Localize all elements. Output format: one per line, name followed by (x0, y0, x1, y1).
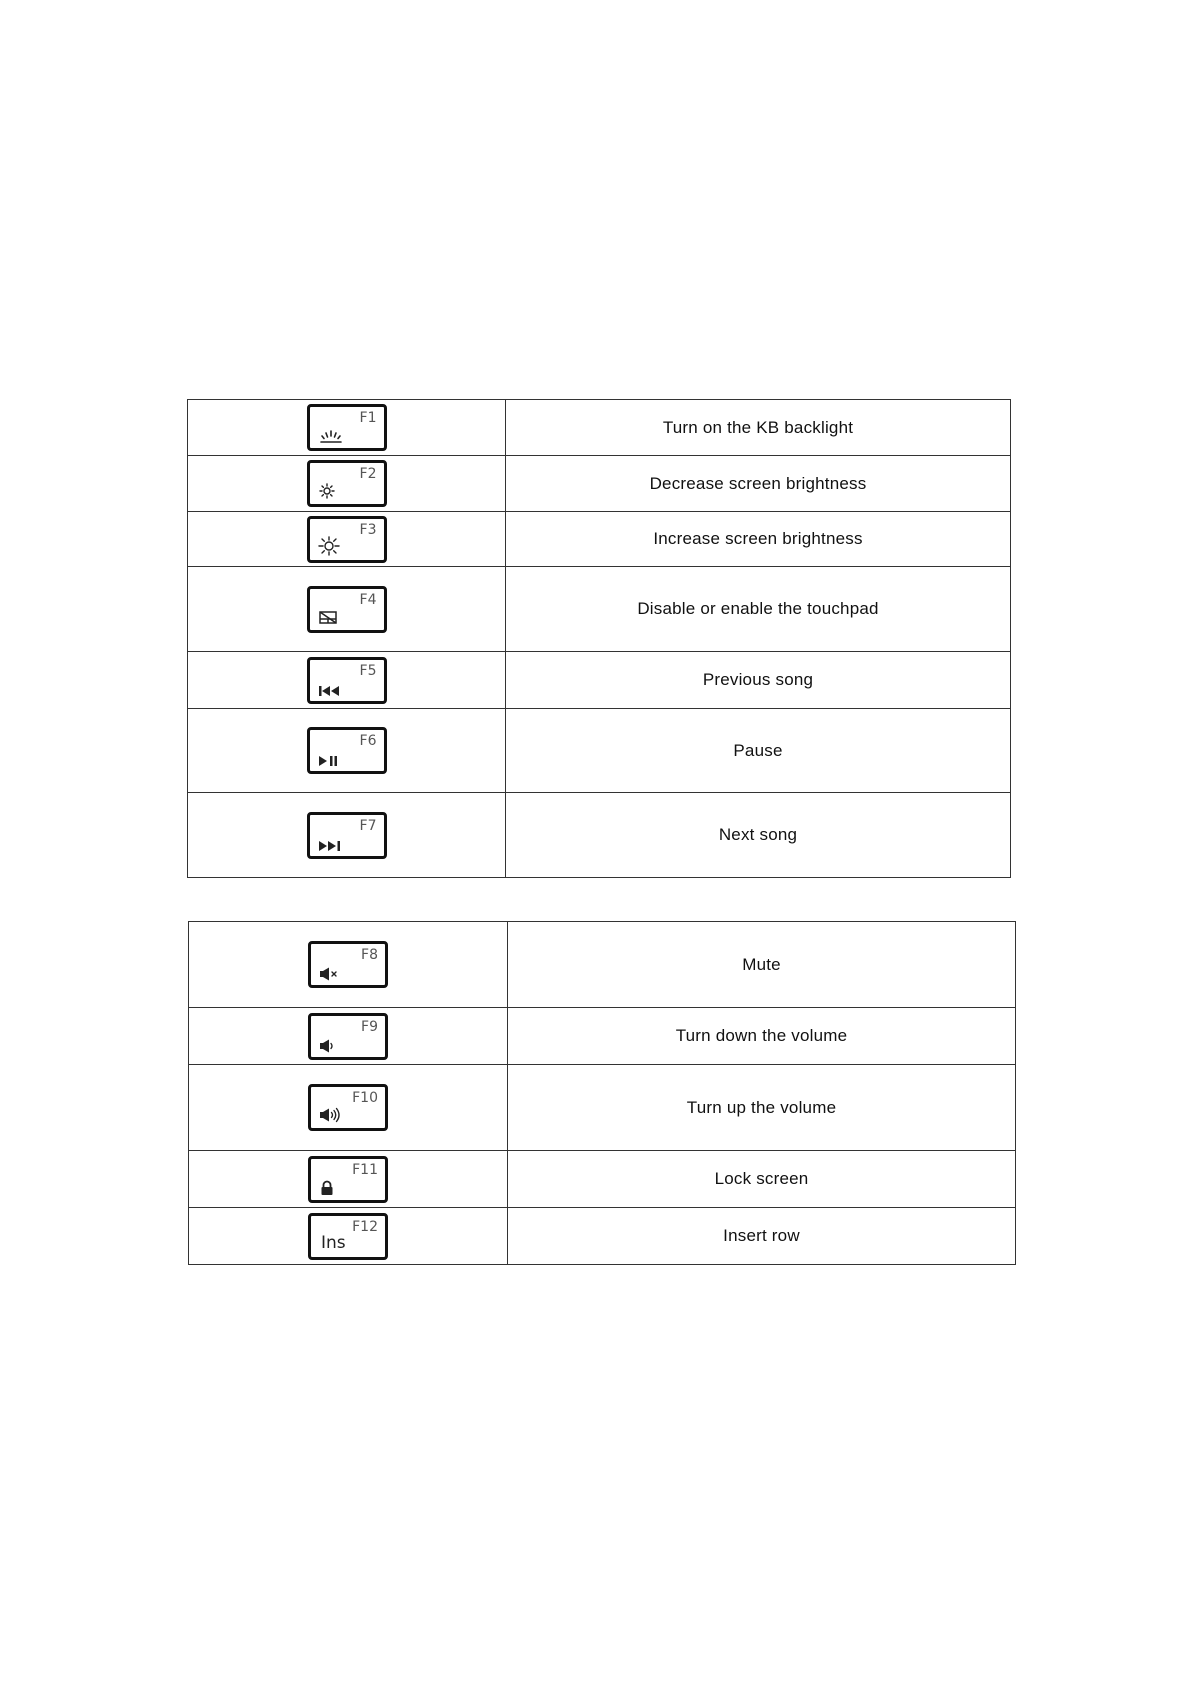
description: Mute (508, 922, 1016, 1008)
touchpad-toggle-icon (318, 604, 346, 626)
table-row (188, 567, 1011, 652)
key-label: F1 (359, 410, 377, 426)
previous-track-icon (318, 675, 346, 697)
key-label: F8 (361, 947, 378, 963)
f11-key (308, 1156, 388, 1203)
key-label: F10 (352, 1090, 378, 1106)
volume-up-icon (319, 1102, 347, 1124)
description: Pause (506, 709, 1011, 793)
table-row (188, 793, 1011, 878)
description: Insert row (508, 1208, 1016, 1265)
description: Turn up the volume (508, 1065, 1016, 1151)
f3-key (307, 516, 387, 563)
description: Turn down the volume (508, 1008, 1016, 1065)
description: Disable or enable the touchpad (506, 567, 1011, 652)
f8-key (308, 941, 388, 988)
function-keys-table-1 (187, 399, 1011, 878)
f7-key (307, 812, 387, 859)
mute-icon (319, 959, 347, 981)
description: Next song (506, 793, 1011, 878)
insert-icon: Ins (321, 1232, 346, 1253)
table-row (188, 456, 1011, 512)
key-label: F12 (352, 1218, 378, 1235)
table-row (189, 1208, 1016, 1265)
lock-icon (319, 1174, 347, 1196)
next-track-icon (318, 830, 346, 852)
f9-key (308, 1013, 388, 1060)
brightness-up-icon (318, 534, 346, 556)
table-row (189, 1008, 1016, 1065)
key-label: F7 (359, 817, 377, 834)
table-row (189, 1151, 1016, 1208)
table-row (188, 709, 1011, 793)
table-row (189, 1065, 1016, 1151)
f2-key (307, 460, 387, 507)
f5-key (307, 657, 387, 704)
key-label: F11 (352, 1161, 378, 1178)
play-pause-icon (318, 745, 346, 767)
table-row (188, 512, 1011, 567)
volume-down-icon (319, 1031, 347, 1053)
key-label: F6 (359, 733, 377, 749)
f10-key (308, 1084, 388, 1131)
key-label: F4 (359, 591, 377, 608)
description: Decrease screen brightness (506, 456, 1011, 512)
f6-key (307, 727, 387, 774)
key-label: F5 (359, 662, 377, 679)
f4-key (307, 586, 387, 633)
function-keys-table-2 (188, 921, 1016, 1265)
description: Turn on the KB backlight (506, 400, 1011, 456)
table-row (189, 922, 1016, 1008)
keyboard-backlight-icon (318, 422, 346, 444)
table-row (188, 652, 1011, 709)
key-label: F2 (359, 466, 377, 482)
f12-key (308, 1213, 388, 1260)
key-label: F9 (361, 1018, 378, 1035)
description: Previous song (506, 652, 1011, 709)
key-label: F3 (359, 521, 377, 538)
description: Increase screen brightness (506, 512, 1011, 567)
f1-key (307, 404, 387, 451)
brightness-down-icon (318, 478, 346, 500)
description: Lock screen (508, 1151, 1016, 1208)
table-row (188, 400, 1011, 456)
